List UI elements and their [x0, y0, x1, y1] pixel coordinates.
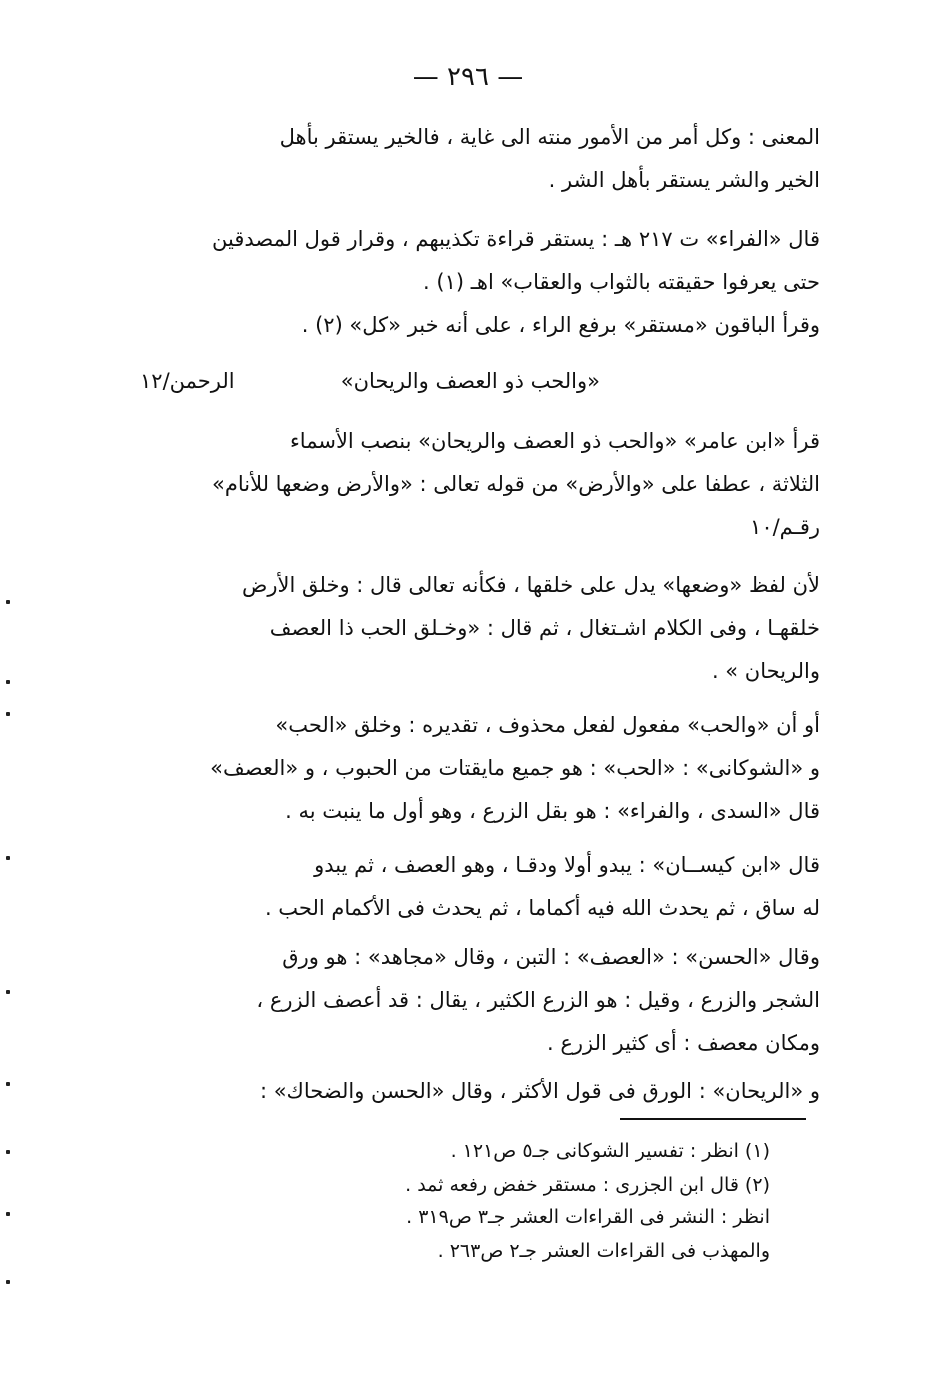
page-number: — ٢٩٦ —: [412, 62, 524, 92]
footnote: (١) انظر : تفسير الشوكانى جـ٥ ص١٢١ .: [450, 1140, 770, 1162]
scan-speck: [6, 1212, 10, 1216]
paragraph-farra: [140, 218, 820, 347]
text-line: الخير والشر يستقر بأهل الشر .: [548, 168, 820, 192]
text-line: قال «الفراء» ت ٢١٧ هـ : يستقر قراءة تكذيبهم ، وقرار قول المصدقين: [212, 227, 820, 251]
paragraph-maful: [140, 704, 820, 833]
text-line: أو أن «والحب» مفعول لفعل محذوف ، تقديره : وخلق «الحب»: [275, 713, 820, 737]
text-line: رقـم/١٠: [750, 515, 820, 539]
text-line: الشجر والزرع ، وقيل : هو الزرع الكثير ، يقال : قد أعصف الزرع ،: [256, 988, 820, 1012]
text-line: المعنى : وكل أمر من الأمور منته الى غاية ، فالخير يستقر بأهل: [279, 125, 820, 149]
quran-verse: «والحب ذو العصف والريحان»: [340, 369, 600, 393]
text-line: حتى يعرفوا حقيقته بالثواب والعقاب» اهـ (١) .: [423, 270, 820, 294]
paragraph-rayhan: [140, 1070, 820, 1113]
text-line: قرأ «ابن عامر» «والحب ذو العصف والريحان» بنصب الأسماء: [289, 429, 820, 453]
paragraph-hasan: [140, 936, 820, 1065]
footnote-separator: [620, 1118, 806, 1120]
scan-speck: [6, 680, 10, 684]
text-line: قال «ابن كيســان» : يبدو أولا ودقـا ، وهو العصف ، ثم يبدو: [314, 853, 820, 877]
text-line: والريحان » .: [711, 659, 820, 683]
paragraph-ibn-kaysan: [140, 844, 820, 930]
text-line: وقرأ الباقون «مستقر» برفع الراء ، على أنه خبر «كل» (٢) .: [301, 313, 820, 337]
scan-speck: [6, 1280, 10, 1284]
footnote: انظر : النشر فى القراءات العشر جـ٣ ص٣١٩ .: [406, 1206, 770, 1228]
footnote: والمهذب فى القراءات العشر جـ٢ ص٢٦٣ .: [437, 1240, 770, 1262]
text-line: خلقهـا ، وفى الكلام اشـتغال ، ثم قال : «وخـلق الحب ذا العصف: [269, 616, 820, 640]
scan-speck: [6, 600, 10, 604]
text-line: لأن لفظ «وضعها» يدل على خلقها ، فكأنه تعالى قال : وخلق الأرض: [242, 573, 820, 597]
scan-speck: [6, 990, 10, 994]
scan-speck: [6, 1082, 10, 1086]
text-line: و «الريحان» : الورق فى قول الأكثر ، وقال «الحسن والضحاك» :: [259, 1079, 820, 1103]
scan-speck: [6, 1150, 10, 1154]
paragraph-meaning: [140, 116, 820, 202]
paragraph-wadaaha: [140, 564, 820, 693]
footnote: (٢) قال ابن الجزرى : مستقر خفض رفعه ثمد .: [405, 1174, 770, 1196]
text-line: ومكان معصف : أى كثير الزرع .: [547, 1031, 820, 1055]
text-line: و «الشوكانى» : «الحب» : هو جميع مايقتات من الحبوب ، و «العصف»: [210, 756, 820, 780]
text-line: الثلاثة ، عطفا على «والأرض» من قوله تعالى : «والأرض وضعها للأنام»: [211, 472, 820, 496]
scan-speck: [6, 856, 10, 860]
text-line: له ساق ، ثم يحدث الله فيه أكماما ، ثم يحدث فى الأكمام الحب .: [264, 896, 820, 920]
scan-speck: [6, 712, 10, 716]
text-line: وقال «الحسن» : «العصف» : التبن ، وقال «مجاهد» : هو ورق: [282, 945, 820, 969]
text-line: قال «السدى ، والفراء» : هو بقل الزرع ، وهو أول ما ينبت به .: [285, 799, 820, 823]
verse-reference: الرحمن/١٢: [140, 369, 235, 393]
paragraph-ibn-amir: [140, 420, 820, 549]
